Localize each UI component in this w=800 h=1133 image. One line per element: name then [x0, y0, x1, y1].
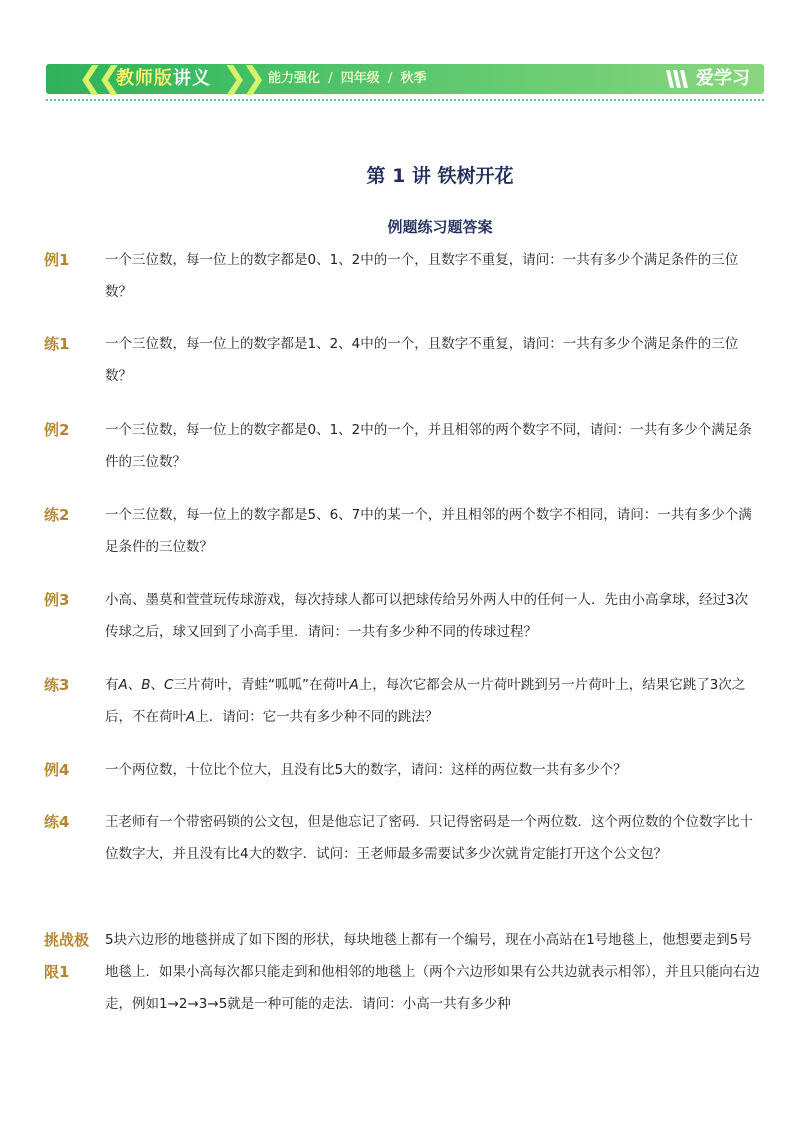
problem-label: 练2 — [44, 506, 70, 524]
section-subtitle: 例题练习题答案 — [387, 218, 493, 236]
problem-text — [105, 669, 760, 733]
problem-label: 挑战极限1 — [44, 931, 90, 981]
tag-ability: 能力强化 — [268, 71, 321, 86]
problem-text: 一个三位数，每一位上的数字都是0、1、2中的一个，并且相邻的两个数字不同，请问：一共有多少个满足条件的三位数？ — [105, 422, 752, 470]
problem-label: 练4 — [44, 813, 70, 831]
problem-text: 一个三位数，每一位上的数字都是5、6、7中的某一个，并且相邻的两个数字不相同，请问：一共有多少个满足条件的三位数？ — [105, 507, 752, 555]
text-segment: 三片荷叶，青蛙“呱呱”在荷叶 — [173, 677, 350, 693]
problem-text: 一个三位数，每一位上的数字都是1、2、4中的一个，且数字不重复，请问：一共有多少个满足条件的三位数？ — [105, 336, 739, 384]
problem-text: 一个两位数，十位比个位大，且没有比5大的数字，请问：这样的两位数一共有多少个？ — [105, 762, 627, 778]
banner-title-part2: 讲义 — [173, 68, 211, 89]
text-segment: 、 — [127, 677, 142, 693]
leaf-label-a: A — [186, 709, 196, 725]
double-chevron-right-icon: ❯❯ — [222, 61, 261, 96]
text-segment: 上，每次它都会从一片荷叶跳到另一片荷叶上，结果它跳了3次之后，不在荷叶 — [105, 677, 746, 725]
brand-stripes-icon — [664, 68, 692, 90]
leaf-label-a: A — [118, 677, 128, 693]
text-segment: 上．请问：它一共有多少种不同的跳法？ — [195, 709, 439, 725]
problem-text: 一个三位数，每一位上的数字都是0、1、2中的一个，且数字不重复，请问：一共有多少个满足条件的三位数？ — [105, 252, 739, 300]
tag-grade: 四年级 — [340, 71, 380, 86]
problem-label: 例3 — [44, 591, 70, 609]
problem-label: 例4 — [44, 761, 70, 779]
double-chevron-left-icon: ❮❮ — [78, 61, 117, 96]
problem-label: 练3 — [44, 676, 70, 694]
text-segment: 有 — [105, 677, 119, 693]
leaf-label-a: A — [349, 677, 359, 693]
problem-label: 练1 — [44, 335, 70, 353]
banner-title-part1: 教师版 — [116, 68, 173, 89]
header-divider — [46, 99, 764, 101]
brand-name: 爱学习 — [696, 68, 750, 89]
banner-title — [116, 64, 211, 94]
text-segment: 、 — [150, 677, 165, 693]
problem-text: 小高、墨莫和萱萱玩传球游戏，每次持球人都可以把球传给另外两人中的任何一人．先由小高拿球，经过3次传球之后，球又回到了小高手里．请问：一共有多少种不同的传球过程？ — [105, 592, 749, 640]
lecture-title: 第 1 讲 铁树开花 — [366, 165, 514, 187]
problem-label: 例2 — [44, 421, 70, 439]
banner-tags — [268, 64, 427, 94]
tag-separator: / — [387, 71, 393, 86]
leaf-label-c: C — [164, 677, 174, 693]
problem-text: 5块六边形的地毯拼成了如下图的形状，每块地毯上都有一个编号，现在小高站在1号地毯上，他想要走到5号地毯上．如果小高每次都只能走到和他相邻的地毯上（两个六边形如果有公共边就表示相邻），并且只能向右边走，例如1→2→3→5就是一种可能的走法．请问：小高一共有多少种 — [105, 932, 760, 1012]
tag-separator: / — [328, 71, 333, 86]
tag-season: 秋季 — [400, 71, 427, 86]
problem-label: 例1 — [44, 251, 70, 269]
brand-logo — [664, 62, 750, 96]
problem-text: 王老师有一个带密码锁的公文包，但是他忘记了密码．只记得密码是一个两位数．这个两位数的个位数字比十位数字大，并且没有比4大的数字．试问：王老师最多需要试多少次就肯定能打开这个公文包？ — [105, 814, 753, 862]
leaf-label-b: B — [141, 677, 151, 693]
